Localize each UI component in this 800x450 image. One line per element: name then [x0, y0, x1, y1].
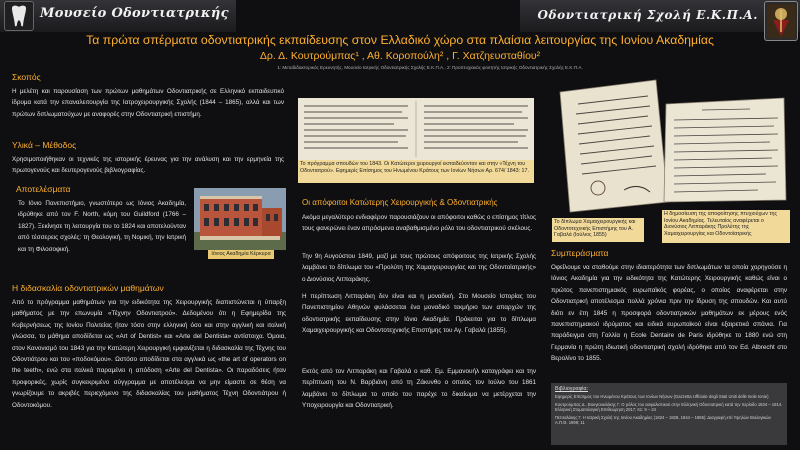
text-didaskalia: Από το πρόγραμμα μαθημάτων για την ειδικότητα της Χειρουργικής διαπιστώνεται η ύπαρξη μαθήματος με την επωνυμία «Τέχνην Οδοντιατρού». Δεδομένου ότι η Εφημερίδα της Κυβερνήσεως της Ιονίου Πολιτείας ήταν τόσο στην ελληνική όσο και στην αγγλική και ιταλική γλώσσα, το μάθημα αποδίδεται ως «Art of Dentist» και «Arte del Dentista» αντίστοιχα. Όμοια, στον Κανονισμό του 1843 για την Κατώτερη Χειρουργική εμφανίζεται η διδασκαλία της Τέχνης του Οδοντιάτρου και του «ποδοκόμου». Ωστόσο αποδίδεται στα αγγλικά ως «the art of operators on the teeth», ενώ στα ιταλικά παραμένει η απόδοση «Arte del Dentista». Οι παραδόσεις ήταν προφορικές, χωρίς συγκεκριμένο σύγγραμμα με αποτέλεσμα να μην είμαστε σε θέση να γνωρίζουμε το ακριβές περιεχόμενο της διδασκαλίας του μαθήματος Τέχνη Οδοντιάτρου ή Οδοντοκόμου. [12, 299, 286, 409]
text-apofoitoi-p1: Ακόμα μεγαλύτερο ενδιαφέρον παρουσιάζουν οι απόφοιτοι καθώς ο επίσημος τίτλος τους φανερώνει έναν απρόσμενα αναβαθμισμένο ρόλο του οδοντιατρικού σκέλους. [302, 214, 536, 233]
ionian-academy-photo [194, 188, 286, 250]
curriculum-1843-image [298, 98, 534, 160]
bibliography-heading: Βιβλιογραφία: [555, 386, 588, 392]
ionian-academy-caption: Ιόνιος Ακαδημία Κέρκυρα [208, 250, 274, 259]
text-apotelesmata: Το Ιόνιο Πανεπιστήμιο, γνωστότερο ως Ιόνιος Ακαδημία, ιδρύθηκε από τον F. North, κόμη του Guildford (1766 – 1827). Ξεκίνησε τη λειτουργία του το 1824 και αποτελούνταν από τέσσερεις σχολές: τη Θεολογική, τη Νομική, την Ιατρική και τη Φιλοσοφική. [18, 200, 186, 253]
heading-symperasmata: Συμπεράσματα [551, 248, 609, 258]
text-apofoitoi-p3: Η περίπτωση Λιτπαράκη δεν είναι και η μοναδική. Στο Μουσείο Ιστορίας του Πανεπιστημίου Αθηνών φυλάσσεται ένα μοναδικό τεκμήριο των απαρχών της οδοντιατρικής εκπαίδευσης στην Ιόνιο Ακαδημία. Πρόκειται για το δίπλωμα Χαμαιχειρουργικής και Οδοντοτεχνικής Επιστήμης του Αγ. Γαβαλά (1855). [302, 293, 536, 335]
text-ylika: Χρησιμοποιήθηκαν οι τεχνικές της ιστορικής έρευνας για την ανάλυση και την ερμηνεία της πρωτογενούς και δευτερογενούς βιβλιογραφίας. [12, 156, 284, 175]
poster-affiliations: 1: Μεταδιδακτορικός Ερευνητής, Μουσείο Ιατρικής Οδοντιατρικής Σχολής Ε.Κ.Π.Α., 2: Προπτυχιακός φοιτητής Ιατρικής Οδοντιατρικής Σχολής Ε.Κ.Π.Α. [277, 65, 583, 70]
text-apofoitoi-p4: Εκτός από τον Λιτπαράκη και Γαβαλά ο καθ. Εμ. Εμμανουήλ καταγράφει και την περίπτωση του Ν. Βαρβιάνη από τη Ζάκυνθο ο οποίος τον Ιούλιο του 1861 λαμβάνει το δίπλωμα το οποίο του παρέχε το δικαίωμα να μετέρχεται την Υποχειρουργία και Οδοντιατρική. [302, 368, 536, 410]
bibliography-box [551, 383, 787, 445]
tooth-logo-icon [4, 1, 34, 31]
school-name: Οδοντιατρική Σχολή Ε.Κ.Π.Α. [537, 8, 758, 22]
gavalas-diploma-image [552, 78, 672, 214]
text-symperasmata: Οφείλουμε να σταθούμε στην ιδιαιτερότητα των διπλωμάτων τα οποία χορηγούσε η Ιόνιος Ακαδημία για την ειδικότητα της Κατώτερης Χειρουργικής καθώς είναι ο πρώτος πανεπιστημιακός ευρωπαϊκός φορέας, ο οποίος αναφέρεται στην Οδοντιατρική αποτέλεσμα πολλά χρόνια πριν την ίδρυση της σπουδών. Και αυτό διότι εν έτη 1845 η προσφορά οδοντιατρικών μαθημάτων εκ μέρους ενός πανεπιστημιακού ιδρύματος και ειδικά ευρωπαϊκού είναι εξαιρετικά σπάνια. Για παράδειγμα στη Γαλλία η Ecole Dentaire de Paris ιδρύθηκε το 1880 ενώ στη Γερμανία η πρώτη ιδιωτική οδοντιατρική σχολή ιδρύθηκε από τον Ed. Albrecht στο Βερολίνο το 1855. [551, 264, 787, 363]
heading-apofoitoi: Οι απόφοιτοι Κατώτερης Χειρουργικής & Οδοντιατρικής [302, 198, 498, 207]
heading-ylika: Υλικά – Μέθοδος [12, 140, 77, 150]
heading-didaskalia: Η διδασκαλία οδοντιατρικών μαθημάτων [12, 283, 164, 293]
heading-apotelesmata: Αποτελέσματα [16, 184, 71, 194]
text-skopos: Η μελέτη και παρουσίαση των πρώτων μαθημάτων Οδοντιατρικής σε Ελληνικό εκπαιδευτικό ίδρυμα κατά την επαναλειτουργία της Ιατροχειρουργικής Σχολής (1844 – 1865), αλλά και των πρώτων διπλωματούχων με αναφορές στην Οδοντιατρική επιστήμη. [12, 88, 284, 118]
heading-skopos: Σκοπός [12, 72, 41, 82]
text-apofoitoi-p2: Την 9η Αυγούστου 1849, μαζί με τους πρώτους απόφοιτους της Ιατρικής Σχολής λαμβάνει το δίπλωμα του «Προλύτη της Χαμαιχειρουργίας και της Οδοντοϊατρικής» ο Διονύσιος Λιτπαράκης. [302, 253, 536, 283]
museum-name: Μουσείο Οδοντιατρικής [40, 6, 229, 21]
gavalas-diploma-caption: Το δίπλωμα Χαμαιχειρουργικής και Οδοντοτεχνικής Επιστήμης του Α. Γαβαλά (Ιούλιος 1855) [552, 218, 644, 242]
graduation-publication-image [662, 96, 790, 204]
graduation-publication-caption: Η δημοσίευση της αποφοίτησης πτυχιούχων της Ιονίου Ακαδημίας. Τελευταίος αναφέρεται ο Διονύσιος Λιτπαράκης Προλύτης της Χαμαιχειρουργίας και Οδοντοϊατρικής [662, 210, 790, 243]
bibliography-item: Κουτρούμπας Δ., Βουγιουκλάκης Γ. Ο ρόλος του ασφαλιστικού στην Ελληνική Οδοντιατρική κατά την περίοδο 1834 – 1914. Ελληνική Στοματολογική Επιθεώρηση 2017; 61: 9 – 24 [555, 401, 783, 413]
bibliography-item: Εφημερίς Επίσημος του Ηνωμένου Κράτους των Ιονίων Νήσων (Gazzetta Ufficiale degli Stati Uniti delle Isole Ionie) [555, 394, 769, 399]
bibliography-item: Πετσαλάκης Γ. Η Ιατρική Σχολή της Ιονίου Ακαδημίας (1824 – 1828, 1844 – 1865): Διαγραφή επί Υψηλών Βιολογικών Α.Π.Θ. 1999; 11 [555, 414, 771, 426]
curriculum-1843-caption: Το πρόγραμμα σπουδών του 1843. Οι Κατώτεροι χειρουργοί εκπαιδεύονταν και στην «Τέχνη του Οδοντιατρού». Εφημερίς Επίσημος του Ηνωμένου Κράτους των Ιονίων Νήσων Αρ. 674/ 1843: 17. [298, 160, 534, 183]
poster-authors: Δρ. Δ. Κουτρούμπας¹ , Αθ. Κοροπούλη² , Γ. Χατζηευσταθίου² [259, 50, 541, 62]
poster-title: Τα πρώτα σπέρματα οδοντιατρικής εκπαίδευσης στον Ελλαδικό χώρο στα πλαίσια λειτουργίας της Ιονίου Ακαδημίας [86, 33, 714, 47]
